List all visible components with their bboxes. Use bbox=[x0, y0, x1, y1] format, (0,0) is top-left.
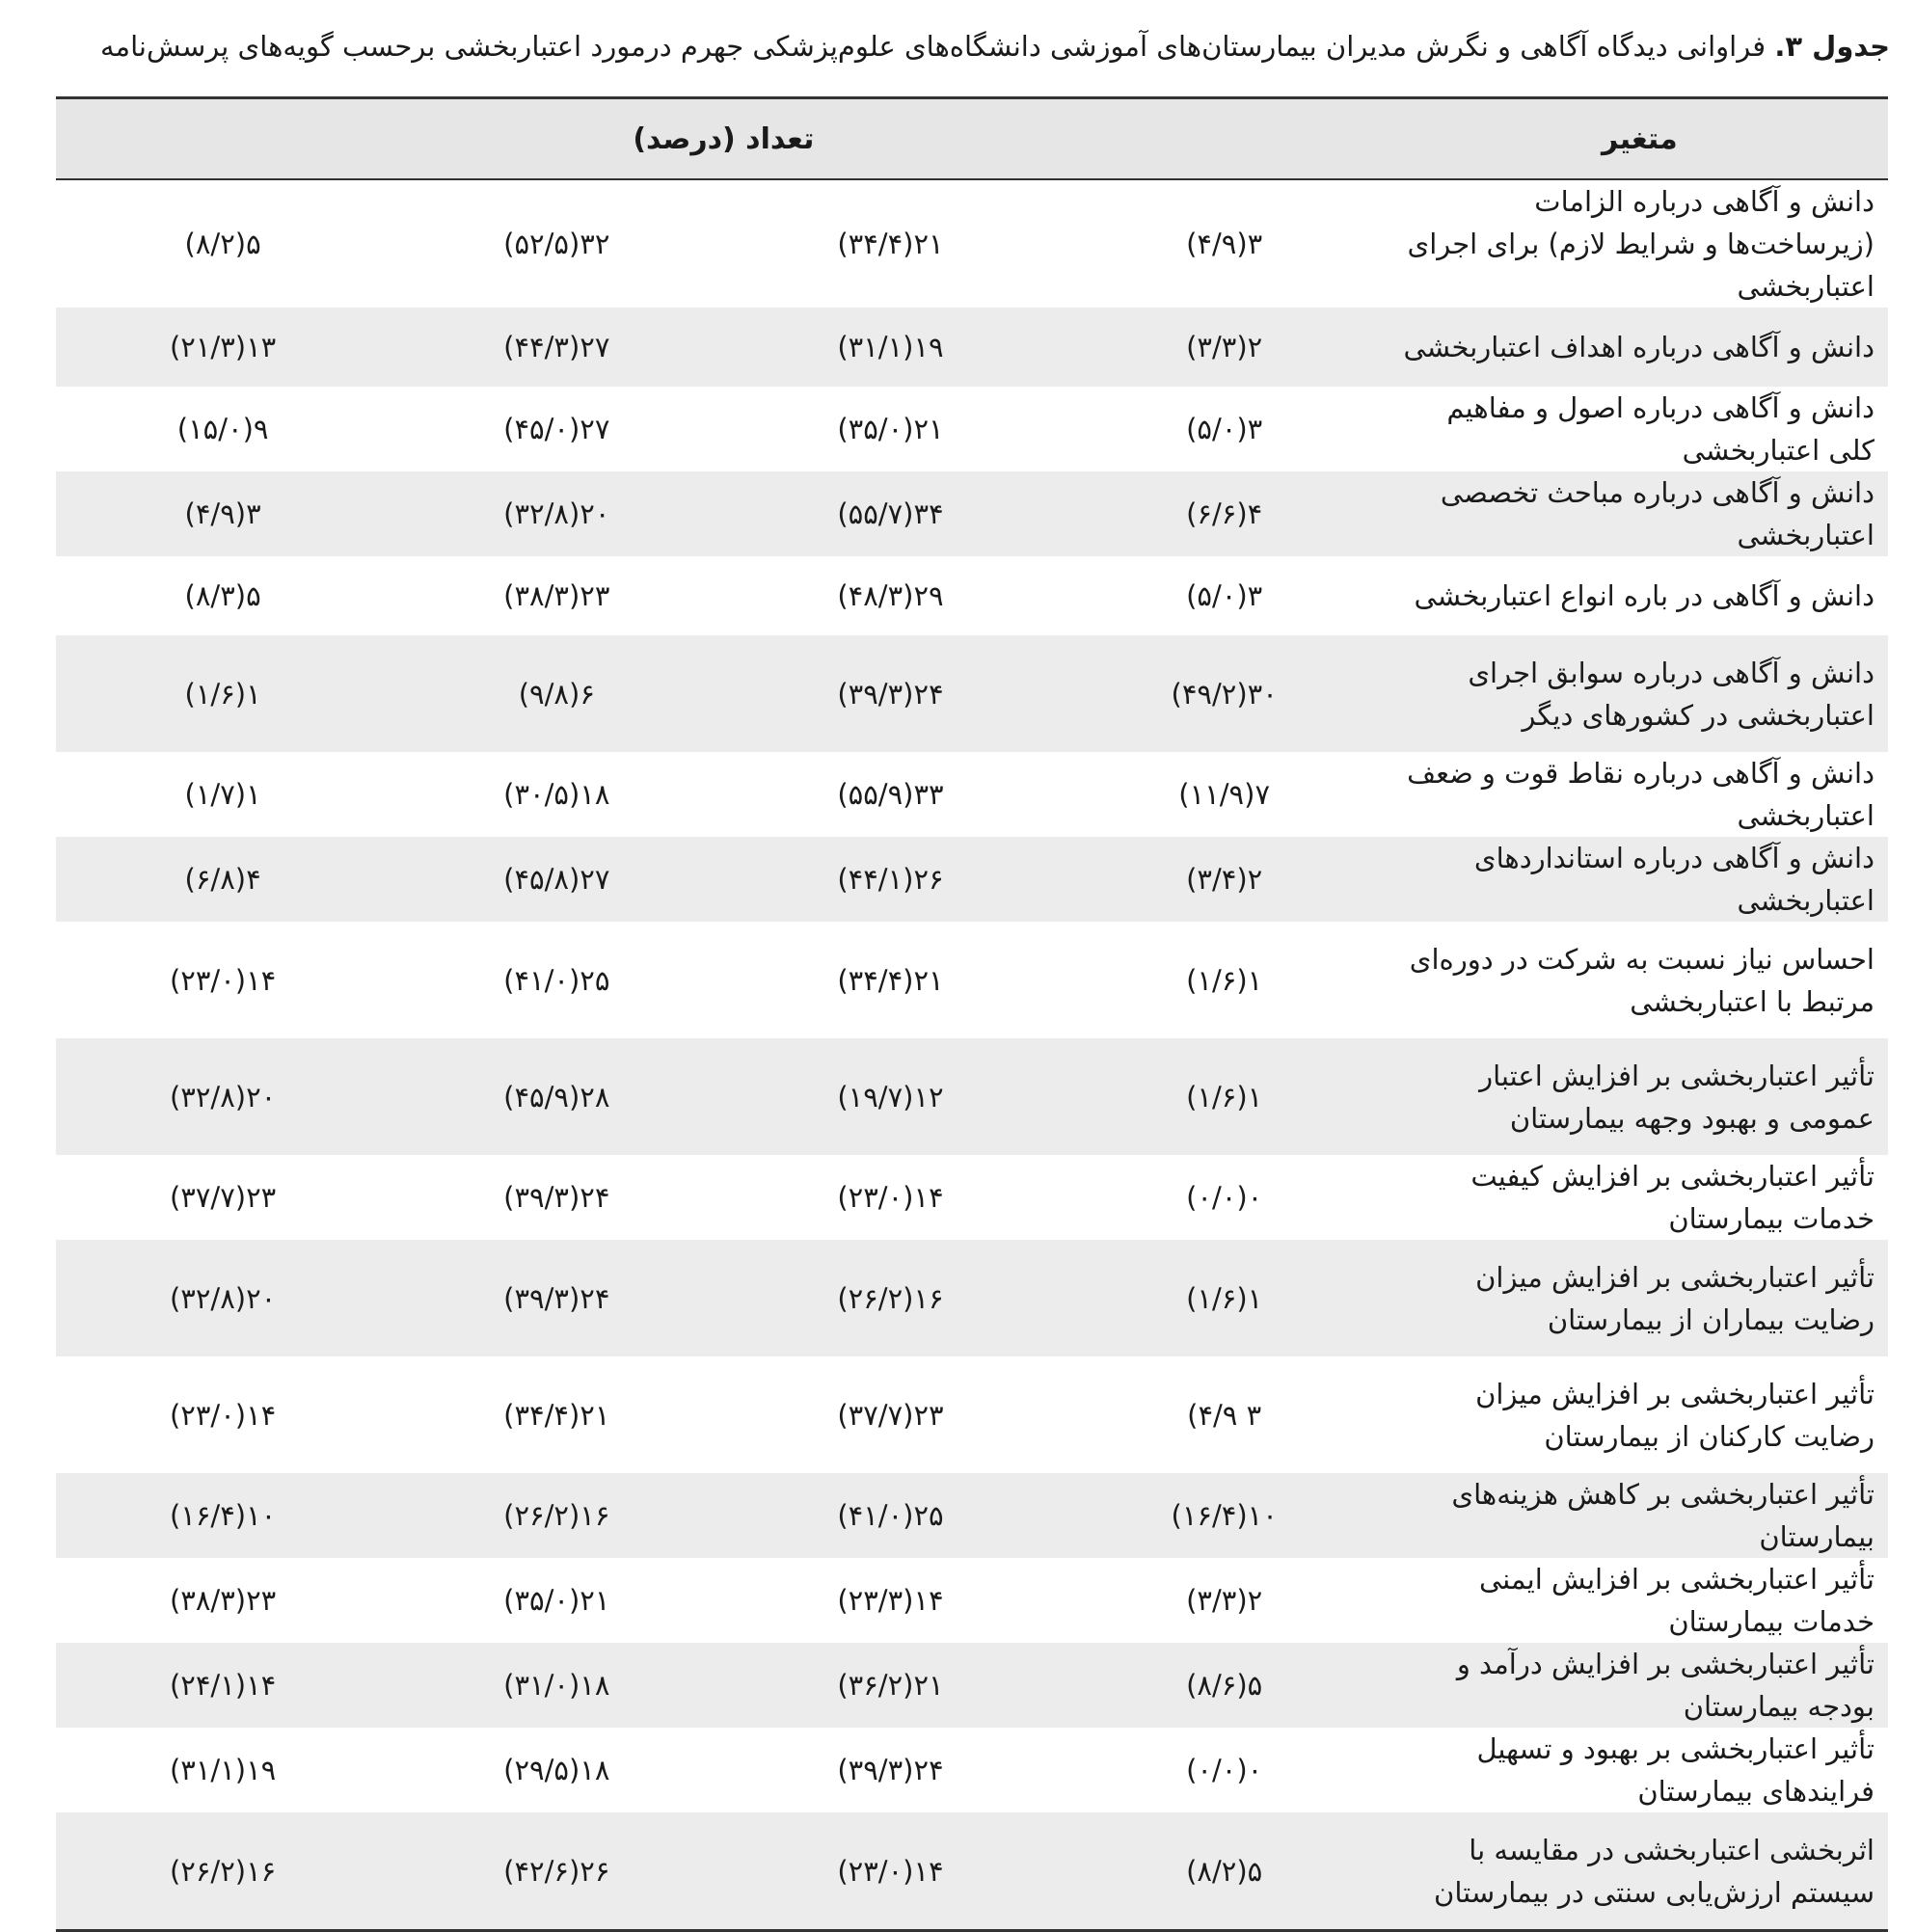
cell-value: ۲۵(۴۱/۰) bbox=[723, 1473, 1057, 1558]
cell-value: ۲۶(۴۲/۶) bbox=[390, 1812, 723, 1931]
cell-value: ۲۳(۳۸/۳) bbox=[503, 579, 610, 612]
cell-value: ۴(۶/۶) bbox=[1058, 471, 1391, 556]
cell-value: ۵(۸/۳) bbox=[184, 579, 261, 612]
cell-value: ۲۶(۴۴/۱) bbox=[723, 837, 1057, 922]
table-row bbox=[56, 179, 1888, 308]
cell-value: ۲۴(۳۹/۳) bbox=[390, 1240, 723, 1356]
cell-value: ۹(۱۵/۰) bbox=[176, 413, 269, 445]
cell-value: ۱(۱/۷) bbox=[184, 778, 261, 811]
cell-value: ۲۰(۳۲/۸) bbox=[56, 1240, 390, 1356]
table-row bbox=[56, 1155, 1888, 1240]
cell-value: ۱(۱/۶) bbox=[1186, 963, 1263, 997]
cell-variable: تأثیر اعتباربخشی بر افزایش اعتبار عمومی و بهبود وجهه بیمارستان bbox=[1391, 1038, 1888, 1155]
table-row bbox=[56, 471, 1888, 556]
table-row bbox=[56, 556, 1888, 635]
cell-value: ۱(۱/۶) bbox=[56, 635, 390, 752]
caption-text: فراوانی دیدگاه آگاهی و نگرش مدیران بیمارستان‌های آموزشی دانشگاه‌های علوم‌پزشکی جهرم درمورد اعتباربخشی برحسب گویه‌های پرسش‌نامه bbox=[100, 30, 1767, 63]
table-row bbox=[56, 308, 1888, 387]
cell-value: ۲۴(۳۹/۳) bbox=[837, 1754, 944, 1786]
cell-value: ۰(۰/۰) bbox=[1186, 1754, 1263, 1786]
cell-value: ۱۴(۲۳/۰) bbox=[169, 963, 277, 997]
cell-value: ۱۸(۲۹/۵) bbox=[503, 1754, 610, 1786]
cell-value: ۷(۱۱/۹) bbox=[1178, 778, 1271, 811]
table-row bbox=[56, 837, 1888, 922]
cell-value: ۲۸(۴۵/۹) bbox=[390, 1038, 723, 1155]
cell-value: ۱۰(۱۶/۴) bbox=[56, 1473, 390, 1558]
cell-value: ۳۴(۵۵/۷) bbox=[723, 471, 1057, 556]
cell-variable: دانش و آگاهی درباره استانداردهای اعتباربخشی bbox=[1391, 837, 1888, 922]
cell-value: ۲۱(۳۵/۰) bbox=[503, 1584, 610, 1617]
cell-value: ۱۰(۱۶/۴) bbox=[1058, 1473, 1391, 1558]
cell-value: ۱۴(۲۳/۰) bbox=[169, 1398, 277, 1432]
cell-variable: دانش و آگاهی درباره اهداف اعتباربخشی bbox=[1391, 308, 1888, 387]
table-row bbox=[56, 1558, 1888, 1643]
cell-value: ۲(۳/۳) bbox=[1058, 308, 1391, 387]
table-row bbox=[56, 387, 1888, 471]
cell-variable: اثربخشی اعتباربخشی در مقایسه با سیستم ارزش‌یابی سنتی در بیمارستان bbox=[1391, 1812, 1888, 1931]
cell-variable: تأثیر اعتباربخشی بر بهبود و تسهیل فرایندهای بیمارستان bbox=[1476, 1732, 1875, 1808]
cell-value: ۱۶(۲۶/۲) bbox=[390, 1473, 723, 1558]
cell-value: ۲۱(۳۴/۴) bbox=[503, 1398, 610, 1432]
cell-value: ۱(۱/۶) bbox=[1058, 1240, 1391, 1356]
cell-value: ۳(۵/۰) bbox=[1186, 579, 1263, 612]
table-row bbox=[56, 922, 1888, 1038]
table-row bbox=[56, 1473, 1888, 1558]
table-row bbox=[56, 1038, 1888, 1155]
cell-variable: تأثیر اعتباربخشی بر افزایش ایمنی خدمات بیمارستان bbox=[1478, 1563, 1875, 1638]
cell-value: ۲(۳/۴) bbox=[1058, 837, 1391, 922]
table-caption bbox=[100, 25, 1890, 67]
cell-variable: دانش و آگاهی درباره مباحث تخصصی اعتباربخشی bbox=[1391, 471, 1888, 556]
cell-value: ۲۷(۴۴/۳) bbox=[390, 308, 723, 387]
cell-variable: دانش و آگاهی درباره اصول و مفاهیم کلی اعتباربخشی bbox=[1446, 391, 1875, 467]
table-row bbox=[56, 1240, 1888, 1356]
cell-value: ۲۱(۳۶/۲) bbox=[723, 1643, 1057, 1728]
header-count: تعداد (درصد) bbox=[56, 98, 1391, 180]
cell-value: ۲۷(۴۵/۸) bbox=[390, 837, 723, 922]
cell-value: ۱(۱/۶) bbox=[1058, 1038, 1391, 1155]
cell-value: ۱۶(۲۶/۲) bbox=[723, 1240, 1057, 1356]
cell-value: ۶(۹/۸) bbox=[390, 635, 723, 752]
cell-value: ۳ ۴/۹) bbox=[1187, 1398, 1262, 1432]
cell-variable: تأثیر اعتباربخشی بر افزایش کیفیت خدمات بیمارستان bbox=[1470, 1160, 1875, 1235]
cell-value: ۱۹(۳۱/۱) bbox=[169, 1754, 277, 1786]
cell-value: ۲(۳/۳) bbox=[1186, 1584, 1263, 1617]
cell-value: ۱۴(۲۴/۱) bbox=[56, 1643, 390, 1728]
cell-value: ۱۸(۳۱/۰) bbox=[390, 1643, 723, 1728]
table-row bbox=[56, 1728, 1888, 1812]
cell-value: ۲۰(۳۲/۸) bbox=[390, 471, 723, 556]
cell-value: ۲۵(۴۱/۰) bbox=[503, 963, 610, 997]
cell-value: ۱۹(۳۱/۱) bbox=[723, 308, 1057, 387]
table-row bbox=[56, 752, 1888, 837]
cell-variable: دانش و آگاهی درباره الزامات (زیرساخت‌ها و شرایط لازم) برای اجرای اعتباربخشی bbox=[1407, 185, 1875, 303]
cell-value: ۲۴(۳۹/۳) bbox=[503, 1181, 610, 1214]
cell-variable: دانش و آگاهی درباره نقاط قوت و ضعف اعتباربخشی bbox=[1407, 757, 1875, 832]
cell-value: ۲۳(۳۷/۷) bbox=[837, 1398, 944, 1432]
cell-variable: دانش و آگاهی در باره انواع اعتباربخشی bbox=[1414, 579, 1875, 612]
cell-value: ۲۷(۴۵/۰) bbox=[503, 413, 610, 445]
caption-label: جدول ۳. bbox=[1774, 30, 1890, 63]
cell-value: ۲۴(۳۹/۳) bbox=[723, 635, 1057, 752]
cell-value: ۳(۵/۰) bbox=[1186, 413, 1263, 445]
table-row bbox=[56, 1643, 1888, 1728]
cell-value: ۱۲(۱۹/۷) bbox=[723, 1038, 1057, 1155]
cell-variable: تأثیر اعتباربخشی بر افزایش میزان رضایت کارکنان از بیمارستان bbox=[1475, 1377, 1875, 1453]
cell-value: ۱۴(۲۳/۳) bbox=[837, 1584, 944, 1617]
cell-value: ۲۹(۴۸/۳) bbox=[837, 579, 944, 612]
cell-variable: دانش و آگاهی درباره سوابق اجرای اعتباربخشی در کشورهای دیگر bbox=[1391, 635, 1888, 752]
cell-variable: تأثیر اعتباربخشی بر افزایش میزان رضایت بیماران از بیمارستان bbox=[1391, 1240, 1888, 1356]
cell-value: ۵(۸/۲) bbox=[184, 228, 261, 260]
cell-value: ۰(۰/۰) bbox=[1186, 1181, 1263, 1214]
header-variable: متغیر bbox=[1391, 98, 1888, 180]
data-table bbox=[56, 96, 1888, 1932]
cell-variable: تأثیر اعتباربخشی بر افزایش درآمد و بودجه بیمارستان bbox=[1391, 1643, 1888, 1728]
table-body bbox=[56, 179, 1888, 1931]
cell-value: ۲۳(۳۷/۷) bbox=[169, 1181, 277, 1214]
cell-value: ۵(۸/۲) bbox=[1058, 1812, 1391, 1931]
table-header bbox=[56, 98, 1888, 180]
cell-value: ۱۸(۳۰/۵) bbox=[503, 778, 610, 811]
cell-value: ۲۱(۳۵/۰) bbox=[837, 413, 944, 445]
table-row bbox=[56, 1356, 1888, 1473]
cell-value: ۳(۴/۹) bbox=[56, 471, 390, 556]
cell-value: ۱۴(۲۳/۰) bbox=[837, 1181, 944, 1214]
cell-value: ۳۰(۴۹/۲) bbox=[1058, 635, 1391, 752]
cell-value: ۳(۴/۹) bbox=[1186, 228, 1263, 260]
cell-value: ۱۳(۲۱/۳) bbox=[56, 308, 390, 387]
cell-value: ۲۱(۳۴/۴) bbox=[837, 963, 944, 997]
cell-value: ۲۰(۳۲/۸) bbox=[56, 1038, 390, 1155]
cell-variable: احساس نیاز نسبت به شرکت در دوره‌ای مرتبط با اعتباربخشی bbox=[1409, 942, 1875, 1018]
table-row bbox=[56, 1812, 1888, 1931]
cell-value: ۱۴(۲۳/۰) bbox=[723, 1812, 1057, 1931]
cell-value: ۲۱(۳۴/۴) bbox=[837, 228, 944, 260]
table-row bbox=[56, 635, 1888, 752]
cell-value: ۳۳(۵۵/۹) bbox=[837, 778, 944, 811]
cell-value: ۳۲(۵۲/۵) bbox=[503, 228, 610, 260]
cell-value: ۵(۸/۶) bbox=[1058, 1643, 1391, 1728]
cell-value: ۱۶(۲۶/۲) bbox=[56, 1812, 390, 1931]
header-row bbox=[56, 98, 1888, 180]
cell-value: ۴(۶/۸) bbox=[56, 837, 390, 922]
cell-variable: تأثیر اعتباربخشی بر کاهش هزینه‌های بیمارستان bbox=[1391, 1473, 1888, 1558]
cell-value: ۲۳(۳۸/۳) bbox=[169, 1584, 277, 1617]
